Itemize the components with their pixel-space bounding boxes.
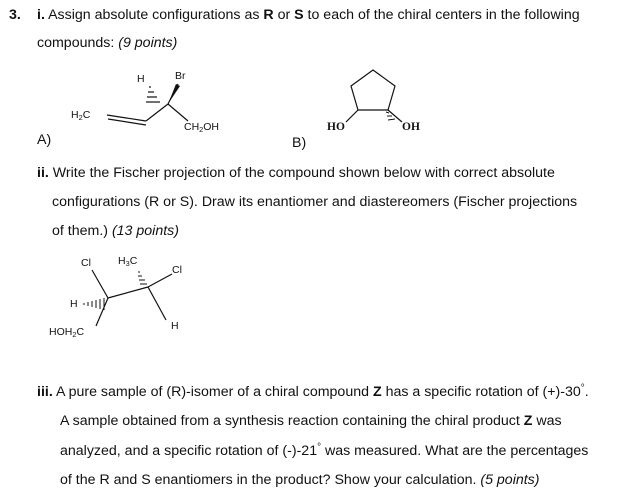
question-number: 3. [9,7,21,23]
part-iii-line4-text: of the R and S enantiomers in the product? Show your calculation. [60,472,481,488]
part-i-label: i. [37,7,45,23]
compound-b-oh: OH [402,121,420,133]
part-i-r: R [263,7,274,23]
part-ii-line3 [52,222,179,240]
compound-ii-h-left: H [70,298,78,310]
part-iii-z2: Z [523,413,533,429]
part-iii-line3-b: was measured. What are the percentages [321,443,589,459]
compound-ii-hoh2c: $HOH_2C$ [49,326,85,339]
compound-b-ho: HO [327,121,345,133]
compound-a-h: H [137,73,145,85]
part-iii-deg1: ° [580,383,585,394]
part-iii-line1-a: A pure sample of (R)-isomer of a chiral compound [55,384,373,400]
compound-b-label: B) [292,135,307,151]
compound-a-h2c: $H_2C$ [71,109,91,122]
part-i-points: (9 points) [118,35,178,51]
compound-a-ch2oh: $CH_2OH$ [184,121,220,134]
part-ii-line2: configurations (R or S). Draw its enantiomer and diastereomers (Fischer projections [52,194,578,210]
part-iii-line2-b: was [532,413,562,429]
compound-b-structure [346,70,402,122]
part-ii-line3-text: of them.) [52,223,112,239]
part-i-text-b: to each of the chiral centers in the following [303,7,580,23]
part-ii-points: (13 points) [111,223,179,239]
part-ii-line1 [37,164,555,182]
compound-a-label: A) [37,132,52,148]
part-i-s: S [294,7,304,23]
compound-ii-hash-h [84,298,104,310]
compound-a-br: Br [175,70,186,82]
part-iii-line2 [60,412,562,430]
compound-ii-hash-ch3 [138,272,147,284]
part-iii-line1-c: . [584,384,589,400]
part-ii-label: ii. [37,165,49,181]
part-iii-line3 [60,442,588,460]
compound-a-wedge [168,84,180,104]
part-iii-z1: Z [372,384,382,400]
part-iii-line1-b: has a specific rotation of (+)-30 [381,384,581,400]
compound-ii-cl1: Cl [81,257,91,269]
part-iii-line4 [60,471,540,489]
part-iii-label: iii. [37,384,53,400]
part-i-line2-text: compounds: [37,35,119,51]
compound-ii-h-bottom: H [171,320,179,332]
part-iii-deg2: ° [317,442,322,453]
part-i-text-a: Assign absolute configurations as [48,7,264,23]
part-iii-line1 [37,383,589,401]
compound-ii-cl2: Cl [172,264,182,276]
part-iii-line2-a: A sample obtained from a synthesis reaction containing the chiral product [60,413,524,429]
part-i-or: or [273,7,295,23]
compound-b-hash [386,112,395,120]
part-iii-line3-a: analyzed, and a specific rotation of (-)-21 [60,443,318,459]
part-iii-points: (5 points) [480,472,540,488]
part-ii-line1-text: Write the Fischer projection of the compound shown below with correct absolute [52,165,555,181]
compound-ii-h3c: $H_3C$ [118,255,138,268]
